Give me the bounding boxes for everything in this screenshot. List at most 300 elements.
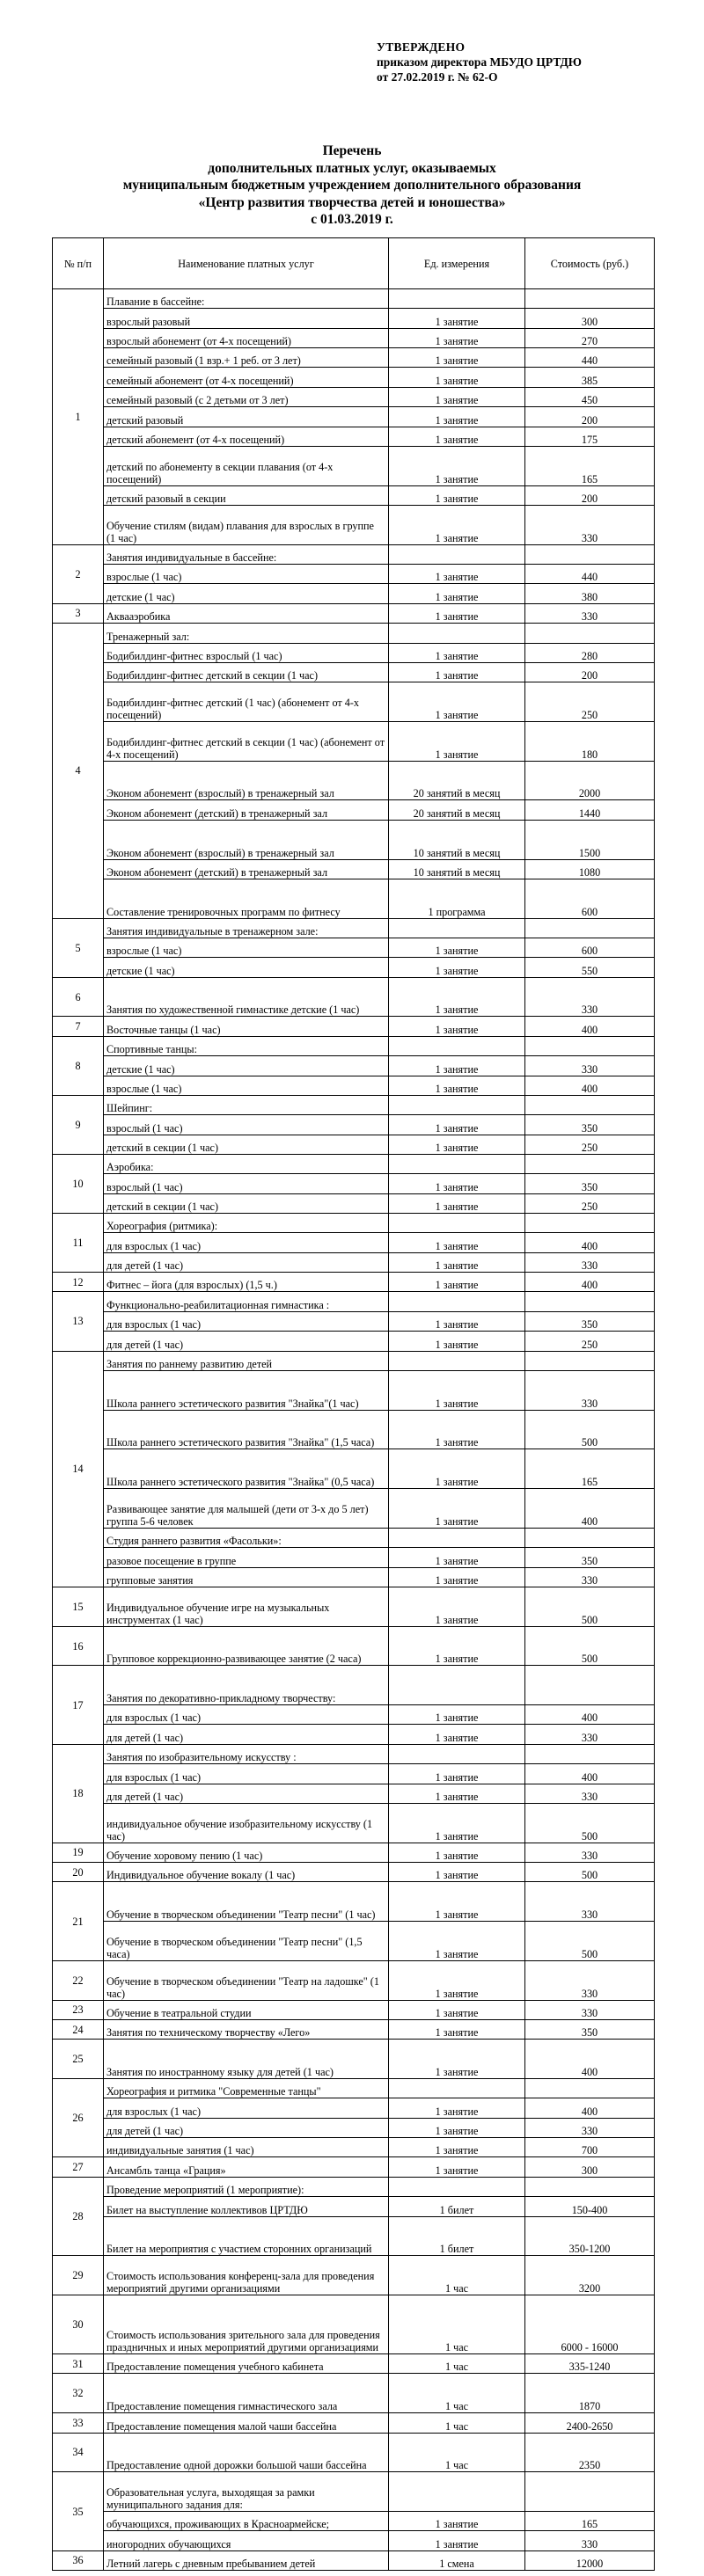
service-name: групповые занятия bbox=[104, 1567, 389, 1587]
table-row bbox=[53, 1076, 655, 1095]
price-cell bbox=[525, 1095, 655, 1114]
unit-cell: 1 час bbox=[389, 2374, 525, 2413]
unit-cell bbox=[389, 1292, 525, 1311]
row-number: 15 bbox=[53, 1587, 104, 1626]
unit-cell: 1 занятие bbox=[389, 565, 525, 584]
unit-cell: 1 час bbox=[389, 2413, 525, 2433]
price-cell: 500 bbox=[525, 1922, 655, 1961]
price-table bbox=[52, 237, 655, 2571]
approval-order: приказом директора МБУДО ЦРТДЮ bbox=[377, 55, 582, 69]
unit-cell: 1 занятие bbox=[389, 1076, 525, 1095]
unit-cell: 1 занятие bbox=[389, 1017, 525, 1036]
approval-block bbox=[377, 40, 693, 84]
table-row bbox=[53, 643, 655, 662]
unit-cell: 10 занятий в месяц bbox=[389, 859, 525, 879]
table-row bbox=[53, 761, 655, 800]
service-name: семейный разовый (1 взр.+ 1 реб. от 3 лет) bbox=[104, 348, 389, 368]
price-cell: 400 bbox=[525, 1273, 655, 1292]
table-row bbox=[53, 1370, 655, 1410]
table-row bbox=[53, 1803, 655, 1843]
service-name: для детей (1 час) bbox=[104, 1332, 389, 1351]
unit-cell: 1 занятие bbox=[389, 505, 525, 544]
table-row bbox=[53, 565, 655, 584]
table-row bbox=[53, 1548, 655, 1567]
service-name: Обучение стилям (видам) плавания для взрослых в группе (1 час) bbox=[104, 505, 389, 544]
table-row bbox=[53, 1154, 655, 1173]
row-number: 13 bbox=[53, 1292, 104, 1351]
row-number: 7 bbox=[53, 1017, 104, 1036]
service-name: Хореография и ритмика "Современные танцы" bbox=[104, 2079, 389, 2098]
table-row bbox=[53, 1311, 655, 1331]
unit-cell bbox=[389, 544, 525, 564]
price-cell: 400 bbox=[525, 1705, 655, 1725]
price-cell: 330 bbox=[525, 2118, 655, 2137]
unit-cell bbox=[389, 1528, 525, 1547]
price-cell: 165 bbox=[525, 446, 655, 485]
service-name: Школа раннего эстетического развития "Знайка"(1 час) bbox=[104, 1370, 389, 1410]
table-row bbox=[53, 544, 655, 564]
price-cell bbox=[525, 2079, 655, 2098]
price-cell: 180 bbox=[525, 721, 655, 761]
table-row bbox=[53, 1449, 655, 1489]
price-cell: 500 bbox=[525, 1803, 655, 1843]
price-cell: 330 bbox=[525, 1725, 655, 1744]
price-cell: 330 bbox=[525, 1784, 655, 1803]
service-name: для детей (1 час) bbox=[104, 1725, 389, 1744]
unit-cell: 1 занятие bbox=[389, 1056, 525, 1076]
service-name: для детей (1 час) bbox=[104, 2118, 389, 2137]
service-name: Занятия по художественной гимнастике детские (1 час) bbox=[104, 977, 389, 1017]
price-cell: 350 bbox=[525, 1174, 655, 1193]
unit-cell: 1 занятие bbox=[389, 1922, 525, 1961]
unit-cell: 1 занятие bbox=[389, 1489, 525, 1529]
unit-cell: 1 занятие bbox=[389, 2000, 525, 2019]
service-name: для детей (1 час) bbox=[104, 1252, 389, 1272]
table-row bbox=[53, 2512, 655, 2531]
unit-cell: 1 час bbox=[389, 2433, 525, 2472]
service-name: Функционально-реабилитационная гимнастика : bbox=[104, 1292, 389, 1311]
unit-cell: 20 занятий в месяц bbox=[389, 761, 525, 800]
table-row bbox=[53, 328, 655, 347]
table-row bbox=[53, 820, 655, 859]
unit-cell: 1 занятие bbox=[389, 1410, 525, 1449]
unit-cell: 1 занятие bbox=[389, 1548, 525, 1567]
row-number: 36 bbox=[53, 2550, 104, 2570]
price-cell: 350 bbox=[525, 1115, 655, 1135]
service-name: Бодибилдинг-фитнес взрослый (1 час) bbox=[104, 643, 389, 662]
unit-cell bbox=[389, 2472, 525, 2512]
row-number: 11 bbox=[53, 1214, 104, 1273]
unit-cell: 1 занятие bbox=[389, 1311, 525, 1331]
price-cell: 350 bbox=[525, 2019, 655, 2039]
unit-cell: 1 занятие bbox=[389, 584, 525, 603]
table-row bbox=[53, 1784, 655, 1803]
service-name: Эконом абонемент (взрослый) в тренажерный зал bbox=[104, 820, 389, 859]
unit-cell: 1 занятие bbox=[389, 1370, 525, 1410]
unit-cell: 1 занятие bbox=[389, 427, 525, 446]
price-cell: 200 bbox=[525, 662, 655, 682]
unit-cell: 1 занятие bbox=[389, 328, 525, 347]
unit-cell: 10 занятий в месяц bbox=[389, 820, 525, 859]
service-name: Фитнес – йога (для взрослых) (1,5 ч.) bbox=[104, 1273, 389, 1292]
unit-cell: 1 занятие bbox=[389, 603, 525, 623]
row-number: 6 bbox=[53, 977, 104, 1017]
document-title bbox=[0, 142, 704, 229]
price-cell bbox=[525, 1744, 655, 1763]
service-name: Хореография (ритмика): bbox=[104, 1214, 389, 1233]
price-cell: 330 bbox=[525, 1882, 655, 1922]
service-name: детский абонемент (от 4-х посещений) bbox=[104, 427, 389, 446]
table-row bbox=[53, 2079, 655, 2098]
table-row bbox=[53, 368, 655, 387]
price-cell: 500 bbox=[525, 1587, 655, 1626]
unit-cell bbox=[389, 2177, 525, 2196]
price-cell: 550 bbox=[525, 958, 655, 977]
price-cell: 6000 - 16000 bbox=[525, 2295, 655, 2354]
unit-cell bbox=[389, 1744, 525, 1763]
price-cell: 165 bbox=[525, 1449, 655, 1489]
service-name: Летний лагерь с дневным пребыванием детей bbox=[104, 2550, 389, 2570]
unit-cell: 1 занятие bbox=[389, 1725, 525, 1744]
row-number: 22 bbox=[53, 1960, 104, 2000]
unit-cell: 1 занятие bbox=[389, 1626, 525, 1666]
table-row bbox=[53, 2531, 655, 2550]
price-cell: 330 bbox=[525, 1370, 655, 1410]
price-cell: 600 bbox=[525, 938, 655, 957]
unit-cell: 1 занятие bbox=[389, 2040, 525, 2079]
approval-date: от 27.02.2019 г. № 62-О bbox=[377, 70, 498, 84]
price-cell: 250 bbox=[525, 1193, 655, 1213]
service-name: Обучение в творческом объединении "Театр песни" (1 час) bbox=[104, 1882, 389, 1922]
unit-cell bbox=[389, 624, 525, 643]
service-name: Проведение мероприятий (1 мероприятие): bbox=[104, 2177, 389, 2196]
unit-cell: 1 занятие bbox=[389, 485, 525, 505]
service-name: Предоставление одной дорожки большой чаши бассейна bbox=[104, 2433, 389, 2472]
table-row bbox=[53, 387, 655, 406]
price-cell: 2350 bbox=[525, 2433, 655, 2472]
service-name: Плавание в бассейне: bbox=[104, 289, 389, 309]
row-number: 18 bbox=[53, 1744, 104, 1843]
unit-cell: 1 занятие bbox=[389, 368, 525, 387]
service-name: Индивидуальное обучение игре на музыкальных инструментах (1 час) bbox=[104, 1587, 389, 1626]
unit-cell: 1 занятие bbox=[389, 2098, 525, 2118]
service-name: индивидуальное обучение изобразительному искусству (1 час) bbox=[104, 1803, 389, 1843]
service-name: Ансамбль танца «Грация» bbox=[104, 2157, 389, 2177]
row-number: 31 bbox=[53, 2354, 104, 2374]
unit-cell: 1 занятие bbox=[389, 1567, 525, 1587]
price-cell: 330 bbox=[525, 1843, 655, 1862]
unit-cell: 1 занятие bbox=[389, 2138, 525, 2157]
row-number: 3 bbox=[53, 603, 104, 623]
table-row bbox=[53, 859, 655, 879]
service-name: детский в секции (1 час) bbox=[104, 1193, 389, 1213]
table-row bbox=[53, 1252, 655, 1272]
table-row bbox=[53, 1587, 655, 1626]
service-name: Обучение хоровому пению (1 час) bbox=[104, 1843, 389, 1862]
unit-cell bbox=[389, 1214, 525, 1233]
header-unit: Ед. измерения bbox=[389, 238, 525, 289]
service-name: Билет на мероприятия с участием сторонних организаций bbox=[104, 2216, 389, 2256]
unit-cell: 1 занятие bbox=[389, 1193, 525, 1213]
service-name: Бодибилдинг-фитнес детский в секции (1 час) (абонемент от 4-х посещений) bbox=[104, 721, 389, 761]
table-row bbox=[53, 2354, 655, 2374]
price-cell: 1080 bbox=[525, 859, 655, 879]
row-number: 17 bbox=[53, 1666, 104, 1744]
unit-cell: 1 занятие bbox=[389, 1252, 525, 1272]
table-row bbox=[53, 407, 655, 427]
table-row bbox=[53, 1725, 655, 1744]
table-row bbox=[53, 2118, 655, 2137]
service-name: Школа раннего эстетического развития "Знайка" (1,5 часа) bbox=[104, 1410, 389, 1449]
table-row bbox=[53, 1273, 655, 1292]
service-name: Предоставление помещения учебного кабинета bbox=[104, 2354, 389, 2374]
price-cell: 330 bbox=[525, 1567, 655, 1587]
row-number: 1 bbox=[53, 289, 104, 545]
table-row bbox=[53, 2472, 655, 2512]
price-cell: 400 bbox=[525, 1764, 655, 1784]
table-row bbox=[53, 2098, 655, 2118]
table-row bbox=[53, 2197, 655, 2216]
table-row bbox=[53, 1214, 655, 1233]
service-name: детский в секции (1 час) bbox=[104, 1135, 389, 1154]
service-name: детские (1 час) bbox=[104, 584, 389, 603]
table-row bbox=[53, 977, 655, 1017]
row-number: 5 bbox=[53, 918, 104, 977]
unit-cell bbox=[389, 2079, 525, 2098]
table-row bbox=[53, 584, 655, 603]
unit-cell: 1 занятие bbox=[389, 958, 525, 977]
table-row bbox=[53, 309, 655, 328]
row-number: 35 bbox=[53, 2472, 104, 2550]
table-row bbox=[53, 1332, 655, 1351]
service-name: обучающихся, проживающих в Красноармейске; bbox=[104, 2512, 389, 2531]
service-name: взрослые (1 час) bbox=[104, 1076, 389, 1095]
service-name: Занятия по изобразительному искусству : bbox=[104, 1744, 389, 1763]
service-name: детский разовый bbox=[104, 407, 389, 427]
price-cell bbox=[525, 2177, 655, 2196]
price-cell: 380 bbox=[525, 584, 655, 603]
service-name: Обучение в творческом объединении "Театр песни" (1,5 часа) bbox=[104, 1922, 389, 1961]
unit-cell: 1 час bbox=[389, 2354, 525, 2374]
service-name: Составление тренировочных программ по фитнесу bbox=[104, 879, 389, 918]
price-cell: 175 bbox=[525, 427, 655, 446]
price-cell: 1440 bbox=[525, 800, 655, 820]
price-cell: 330 bbox=[525, 1056, 655, 1076]
service-name: взрослый абонемент (от 4-х посещений) bbox=[104, 328, 389, 347]
table-row bbox=[53, 2413, 655, 2433]
price-cell: 400 bbox=[525, 2040, 655, 2079]
row-number: 10 bbox=[53, 1154, 104, 1213]
service-name: для взрослых (1 час) bbox=[104, 1233, 389, 1252]
row-number: 24 bbox=[53, 2019, 104, 2039]
service-name: Предоставление помещения малой чаши бассейна bbox=[104, 2413, 389, 2433]
unit-cell: 1 час bbox=[389, 2295, 525, 2354]
unit-cell: 1 занятие bbox=[389, 1332, 525, 1351]
service-name: Развивающее занятие для малышей (дети от 3-х до 5 лет) группа 5-6 человек bbox=[104, 1489, 389, 1529]
service-name: Аквааэробика bbox=[104, 603, 389, 623]
header-service: Наименование платных услуг bbox=[104, 238, 389, 289]
service-name: Аэробика: bbox=[104, 1154, 389, 1173]
service-name: взрослый (1 час) bbox=[104, 1115, 389, 1135]
table-row bbox=[53, 682, 655, 722]
row-number: 12 bbox=[53, 1273, 104, 1292]
price-cell: 385 bbox=[525, 368, 655, 387]
row-number: 23 bbox=[53, 2000, 104, 2019]
table-row bbox=[53, 1017, 655, 1036]
row-number: 30 bbox=[53, 2295, 104, 2354]
unit-cell: 1 занятие bbox=[389, 938, 525, 957]
table-row bbox=[53, 2295, 655, 2354]
row-number: 26 bbox=[53, 2079, 104, 2157]
unit-cell: 1 занятие bbox=[389, 1135, 525, 1154]
row-number: 16 bbox=[53, 1626, 104, 1666]
service-name: иногородних обучающихся bbox=[104, 2531, 389, 2550]
unit-cell: 1 занятие bbox=[389, 682, 525, 722]
price-cell: 200 bbox=[525, 485, 655, 505]
service-name: для детей (1 час) bbox=[104, 1784, 389, 1803]
table-row bbox=[53, 958, 655, 977]
price-cell: 700 bbox=[525, 2138, 655, 2157]
price-cell: 440 bbox=[525, 348, 655, 368]
table-row bbox=[53, 2000, 655, 2019]
service-name: Студия раннего развития «Фасольки»: bbox=[104, 1528, 389, 1547]
table-row bbox=[53, 1922, 655, 1961]
service-name: Тренажерный зал: bbox=[104, 624, 389, 643]
price-cell: 165 bbox=[525, 2512, 655, 2531]
unit-cell: 1 занятие bbox=[389, 1174, 525, 1193]
unit-cell: 1 занятие bbox=[389, 2512, 525, 2531]
service-name: семейный разовый (с 2 детьми от 3 лет) bbox=[104, 387, 389, 406]
service-name: Групповое коррекционно-развивающее занятие (2 часа) bbox=[104, 1626, 389, 1666]
price-cell: 3200 bbox=[525, 2256, 655, 2295]
price-cell bbox=[525, 2472, 655, 2512]
unit-cell: 1 занятие bbox=[389, 1764, 525, 1784]
unit-cell: 1 занятие bbox=[389, 1233, 525, 1252]
table-row bbox=[53, 2256, 655, 2295]
price-cell bbox=[525, 1528, 655, 1547]
unit-cell bbox=[389, 289, 525, 309]
table-row bbox=[53, 2177, 655, 2196]
table-row bbox=[53, 2433, 655, 2472]
row-number: 34 bbox=[53, 2433, 104, 2472]
price-cell: 330 bbox=[525, 603, 655, 623]
table-row bbox=[53, 1193, 655, 1213]
table-row bbox=[53, 1705, 655, 1725]
row-number: 19 bbox=[53, 1843, 104, 1862]
service-name: для взрослых (1 час) bbox=[104, 1764, 389, 1784]
header-price: Стоимость (руб.) bbox=[525, 238, 655, 289]
service-name: Стоимость использования конференц-зала для проведения мероприятий другими организациями bbox=[104, 2256, 389, 2295]
unit-cell bbox=[389, 1666, 525, 1705]
row-number: 2 bbox=[53, 544, 104, 603]
price-cell bbox=[525, 918, 655, 938]
service-name: Обучение в театральной студии bbox=[104, 2000, 389, 2019]
row-number: 20 bbox=[53, 1863, 104, 1882]
price-cell: 1870 bbox=[525, 2374, 655, 2413]
table-row bbox=[53, 918, 655, 938]
service-name: семейный абонемент (от 4-х посещений) bbox=[104, 368, 389, 387]
row-number: 32 bbox=[53, 2374, 104, 2413]
title-line-4: «Центр развития творчества детей и юношества» bbox=[198, 194, 506, 210]
service-name: детские (1 час) bbox=[104, 1056, 389, 1076]
unit-cell: 1 занятие bbox=[389, 387, 525, 406]
unit-cell: 1 занятие bbox=[389, 309, 525, 328]
row-number: 28 bbox=[53, 2177, 104, 2255]
unit-cell: 1 занятие bbox=[389, 1882, 525, 1922]
table-row bbox=[53, 1174, 655, 1193]
unit-cell: 1 билет bbox=[389, 2216, 525, 2256]
service-name: Бодибилдинг-фитнес детский (1 час) (абонемент от 4-х посещений) bbox=[104, 682, 389, 722]
row-number: 29 bbox=[53, 2256, 104, 2295]
table-row bbox=[53, 1489, 655, 1529]
unit-cell bbox=[389, 1095, 525, 1114]
price-cell: 2000 bbox=[525, 761, 655, 800]
price-cell: 250 bbox=[525, 682, 655, 722]
price-cell: 450 bbox=[525, 387, 655, 406]
table-row bbox=[53, 2138, 655, 2157]
price-cell: 440 bbox=[525, 565, 655, 584]
price-cell: 300 bbox=[525, 309, 655, 328]
price-cell: 330 bbox=[525, 2531, 655, 2550]
row-number: 8 bbox=[53, 1036, 104, 1095]
service-name: Образовательная услуга, выходящая за рамки муниципального задания для: bbox=[104, 2472, 389, 2512]
table-row bbox=[53, 1135, 655, 1154]
table-row bbox=[53, 446, 655, 485]
row-number: 21 bbox=[53, 1882, 104, 1960]
price-cell: 300 bbox=[525, 2157, 655, 2177]
service-name: Обучение в творческом объединении "Театр на ладошке" (1 час) bbox=[104, 1960, 389, 2000]
price-cell: 200 bbox=[525, 407, 655, 427]
row-number: 27 bbox=[53, 2157, 104, 2177]
unit-cell: 1 занятие bbox=[389, 2019, 525, 2039]
service-name: Занятия по иностранному языку для детей (1 час) bbox=[104, 2040, 389, 2079]
price-cell: 150-400 bbox=[525, 2197, 655, 2216]
table-row bbox=[53, 2019, 655, 2039]
unit-cell: 1 занятие bbox=[389, 721, 525, 761]
price-cell: 400 bbox=[525, 1017, 655, 1036]
unit-cell: 1 занятие bbox=[389, 2118, 525, 2137]
table-row bbox=[53, 348, 655, 368]
title-line-3: муниципальным бюджетным учреждением дополнительного образования bbox=[122, 178, 582, 193]
table-row bbox=[53, 1410, 655, 1449]
service-name: Занятия по техническому творчеству «Лего» bbox=[104, 2019, 389, 2039]
service-name: детский разовый в секции bbox=[104, 485, 389, 505]
unit-cell bbox=[389, 1351, 525, 1370]
service-name: Шейпинг: bbox=[104, 1095, 389, 1114]
unit-cell: 1 занятие bbox=[389, 1273, 525, 1292]
service-name: взрослый (1 час) bbox=[104, 1174, 389, 1193]
unit-cell: 1 занятие bbox=[389, 1960, 525, 2000]
price-cell: 330 bbox=[525, 1960, 655, 2000]
unit-cell: 1 смена bbox=[389, 2550, 525, 2570]
unit-cell bbox=[389, 918, 525, 938]
table-row bbox=[53, 2374, 655, 2413]
table-row bbox=[53, 938, 655, 957]
price-cell bbox=[525, 1214, 655, 1233]
table-row bbox=[53, 485, 655, 505]
service-name: Предоставление помещения гимнастического зала bbox=[104, 2374, 389, 2413]
table-row bbox=[53, 800, 655, 820]
price-cell: 12000 bbox=[525, 2550, 655, 2570]
table-row bbox=[53, 603, 655, 623]
table-row bbox=[53, 2157, 655, 2177]
price-cell bbox=[525, 1666, 655, 1705]
service-name: разовое посещение в группе bbox=[104, 1548, 389, 1567]
price-cell bbox=[525, 624, 655, 643]
price-cell: 400 bbox=[525, 1076, 655, 1095]
price-cell: 600 bbox=[525, 879, 655, 918]
unit-cell bbox=[389, 1036, 525, 1055]
